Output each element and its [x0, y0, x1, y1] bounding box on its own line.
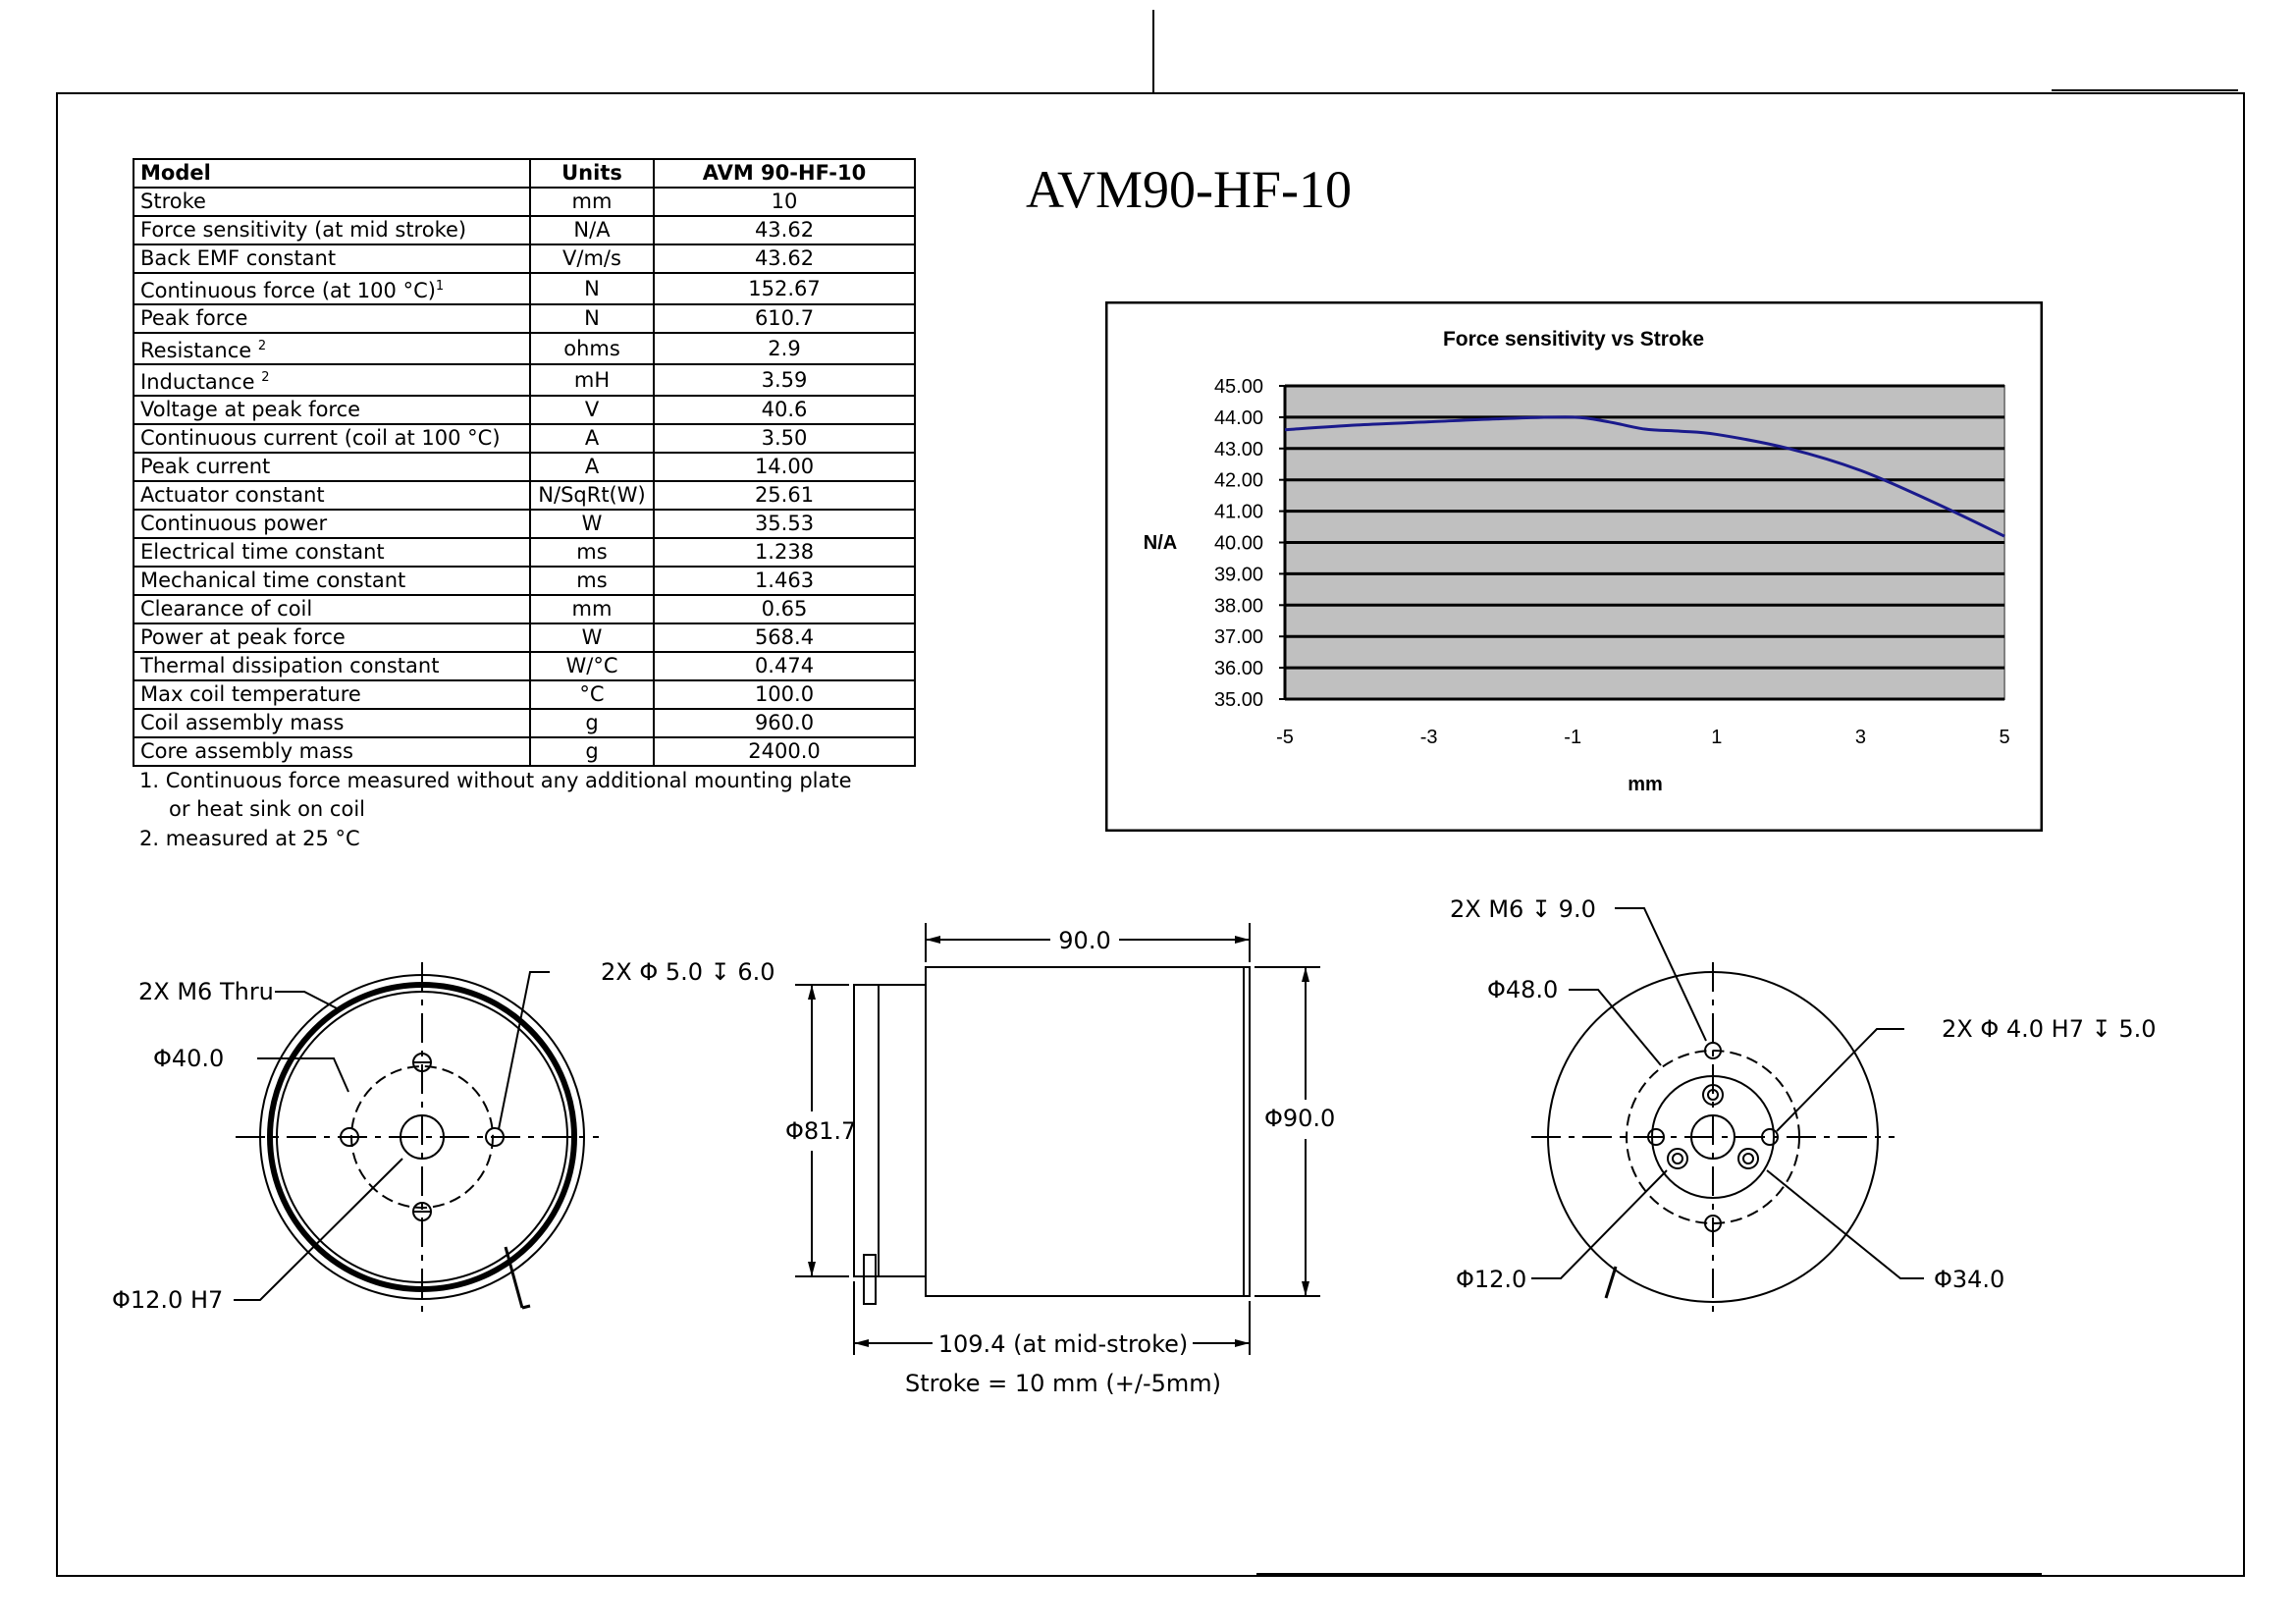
spec-value: 3.59 — [654, 364, 915, 396]
spec-param: Stroke — [133, 188, 530, 216]
spec-param: Voltage at peak force — [133, 396, 530, 424]
spec-unit: V — [530, 396, 654, 424]
spec-param: Continuous force (at 100 °C)$^1$ — [133, 273, 530, 304]
spec-param: Clearance of coil — [133, 595, 530, 623]
label-d5-depth: 2X Φ 5.0 ↧ 6.0 — [601, 958, 775, 986]
spec-unit: mm — [530, 595, 654, 623]
spec-param: Back EMF constant — [133, 244, 530, 273]
spec-row — [133, 424, 915, 453]
spec-row — [133, 216, 915, 244]
spec-param: Force sensitivity (at mid stroke) — [133, 216, 530, 244]
spec-footnote-ref: 2 — [257, 339, 267, 353]
bottom-mark — [1256, 1573, 2042, 1575]
spec-row — [133, 567, 915, 595]
spec-param: Continuous power — [133, 510, 530, 538]
y-tick-label: 35.00 — [1213, 689, 1263, 711]
dim-dia-90: Φ90.0 — [1264, 1105, 1336, 1132]
spec-row — [133, 273, 915, 304]
spec-param: Max coil temperature — [133, 680, 530, 709]
spec-value: 25.61 — [654, 481, 915, 510]
spec-value: 152.67 — [654, 273, 915, 304]
x-tick-label: 5 — [1999, 727, 2010, 748]
x-tick-label: -3 — [1419, 727, 1438, 748]
spec-row — [133, 538, 915, 567]
spec-row — [133, 364, 915, 396]
spec-unit: ohms — [530, 333, 654, 364]
spec-row — [133, 680, 915, 709]
rear-lead-wire — [1606, 1267, 1616, 1298]
spec-param: Peak current — [133, 453, 530, 481]
y-tick-label: 42.00 — [1213, 469, 1263, 492]
y-tick-label: 41.00 — [1213, 501, 1263, 523]
spec-row — [133, 396, 915, 424]
x-axis-label: mm — [1628, 774, 1663, 795]
rear-pin-2 — [1668, 1149, 1687, 1168]
spec-value: 1.463 — [654, 567, 915, 595]
y-axis-label: N/A — [1143, 532, 1178, 554]
spec-unit: mm — [530, 188, 654, 216]
leader-d12 — [234, 1159, 402, 1300]
label-d34: Φ34.0 — [1934, 1266, 2005, 1293]
leader-m6 — [275, 992, 339, 1009]
label-m6-depth: 2X M6 ↧ 9.0 — [1450, 895, 1596, 923]
spec-param: Continuous current (coil at 100 °C) — [133, 424, 530, 453]
spec-row — [133, 453, 915, 481]
leader-d34 — [1767, 1170, 1924, 1278]
document-title: AVM90-HF-10 — [1026, 160, 1353, 219]
spec-param: Inductance $^2$ — [133, 364, 530, 396]
header-model-name: AVM 90-HF-10 — [654, 159, 915, 188]
spec-unit: ms — [530, 567, 654, 595]
spec-param: Core assembly mass — [133, 737, 530, 766]
pin — [864, 1255, 876, 1304]
spec-value: 43.62 — [654, 216, 915, 244]
spec-param: Thermal dissipation constant — [133, 652, 530, 680]
spec-param: Coil assembly mass — [133, 709, 530, 737]
label-m6-thru: 2X M6 Thru — [138, 978, 274, 1005]
spec-table — [133, 158, 916, 767]
spec-value: 2.9 — [654, 333, 915, 364]
force-sensitivity-chart — [1105, 301, 2043, 832]
spec-row — [133, 304, 915, 333]
spec-value: 35.53 — [654, 510, 915, 538]
spec-value: 14.00 — [654, 453, 915, 481]
spec-unit: N/A — [530, 216, 654, 244]
y-tick-label: 44.00 — [1213, 406, 1263, 429]
note-1: 1. Continuous force measured without any additional mounting plate — [139, 769, 852, 792]
spec-param: Resistance $^2$ — [133, 333, 530, 364]
spec-unit: A — [530, 453, 654, 481]
spec-row — [133, 623, 915, 652]
spec-row — [133, 652, 915, 680]
spec-row — [133, 510, 915, 538]
spec-value: 568.4 — [654, 623, 915, 652]
housing-body — [926, 967, 1250, 1296]
spec-row — [133, 244, 915, 273]
leader-d40 — [257, 1058, 348, 1092]
spec-param: Mechanical time constant — [133, 567, 530, 595]
leader-d48 — [1569, 990, 1661, 1065]
spec-value: 3.50 — [654, 424, 915, 453]
spec-value: 2400.0 — [654, 737, 915, 766]
dim-length-90: 90.0 — [1058, 927, 1111, 954]
spec-unit: A — [530, 424, 654, 453]
spec-value: 1.238 — [654, 538, 915, 567]
dim-dia-81-7: Φ81.7 — [785, 1117, 857, 1145]
x-tick-label: 1 — [1711, 727, 1723, 748]
leader-d12-rear — [1531, 1170, 1667, 1278]
y-tick-label: 38.00 — [1213, 595, 1263, 618]
x-tick-label: -5 — [1276, 727, 1294, 748]
stroke-note: Stroke = 10 mm (+/-5mm) — [904, 1370, 1222, 1397]
spec-value: 43.62 — [654, 244, 915, 273]
spec-value: 100.0 — [654, 680, 915, 709]
dim-overall-length: 109.4 (at mid-stroke) — [937, 1330, 1189, 1358]
label-d48: Φ48.0 — [1487, 976, 1559, 1003]
y-tick-label: 37.00 — [1213, 626, 1263, 649]
x-tick-label: -1 — [1564, 727, 1582, 748]
spec-table-header — [133, 159, 915, 188]
spec-row — [133, 481, 915, 510]
spec-value: 10 — [654, 188, 915, 216]
spec-unit: mH — [530, 364, 654, 396]
top-tick-line — [1152, 10, 1154, 94]
spec-param: Peak force — [133, 304, 530, 333]
leader-d5 — [499, 972, 550, 1129]
spec-unit: W/°C — [530, 652, 654, 680]
spec-value: 0.65 — [654, 595, 915, 623]
note-2: 2. measured at 25 °C — [139, 827, 360, 850]
spec-row — [133, 595, 915, 623]
spec-unit: N — [530, 304, 654, 333]
spec-param: Actuator constant — [133, 481, 530, 510]
spec-unit: V/m/s — [530, 244, 654, 273]
spec-unit: ms — [530, 538, 654, 567]
spec-unit: g — [530, 737, 654, 766]
spec-footnote-ref: 1 — [435, 279, 445, 294]
spec-footnote-ref: 2 — [261, 370, 270, 385]
label-d4-h7: 2X Φ 4.0 H7 ↧ 5.0 — [1942, 1015, 2157, 1043]
spec-value: 0.474 — [654, 652, 915, 680]
y-tick-label: 39.00 — [1213, 564, 1263, 586]
header-model: Model — [133, 159, 530, 188]
spec-unit: W — [530, 510, 654, 538]
y-tick-label: 43.00 — [1213, 438, 1263, 460]
spec-param: Power at peak force — [133, 623, 530, 652]
spec-unit: °C — [530, 680, 654, 709]
y-tick-label: 36.00 — [1213, 658, 1263, 680]
spec-row — [133, 188, 915, 216]
label-d12-h7: Φ12.0 H7 — [112, 1286, 224, 1314]
spec-row — [133, 709, 915, 737]
side-view-drawing — [726, 884, 1355, 1414]
spec-row — [133, 333, 915, 364]
spec-unit: N/SqRt(W) — [530, 481, 654, 510]
label-d12-rear: Φ12.0 — [1456, 1266, 1527, 1293]
spec-value: 610.7 — [654, 304, 915, 333]
header-units: Units — [530, 159, 654, 188]
spec-unit: N — [530, 273, 654, 304]
spec-unit: W — [530, 623, 654, 652]
spec-value: 40.6 — [654, 396, 915, 424]
x-tick-label: 3 — [1854, 727, 1866, 748]
spec-value: 960.0 — [654, 709, 915, 737]
y-tick-label: 45.00 — [1213, 376, 1263, 398]
note-1-continued: or heat sink on coil — [169, 797, 365, 821]
corner-mark — [2052, 89, 2238, 91]
rear-pin-3 — [1738, 1149, 1758, 1168]
spec-row — [133, 737, 915, 766]
core-body — [854, 985, 926, 1276]
spec-param: Electrical time constant — [133, 538, 530, 567]
chart-title: Force sensitivity vs Stroke — [1442, 328, 1705, 351]
y-tick-label: 40.00 — [1213, 532, 1263, 555]
leader-m6-rear — [1615, 908, 1706, 1041]
plot-area — [1214, 376, 2010, 748]
spec-unit: g — [530, 709, 654, 737]
label-d40: Φ40.0 — [153, 1045, 225, 1072]
rear-view-drawing — [1433, 874, 2218, 1326]
